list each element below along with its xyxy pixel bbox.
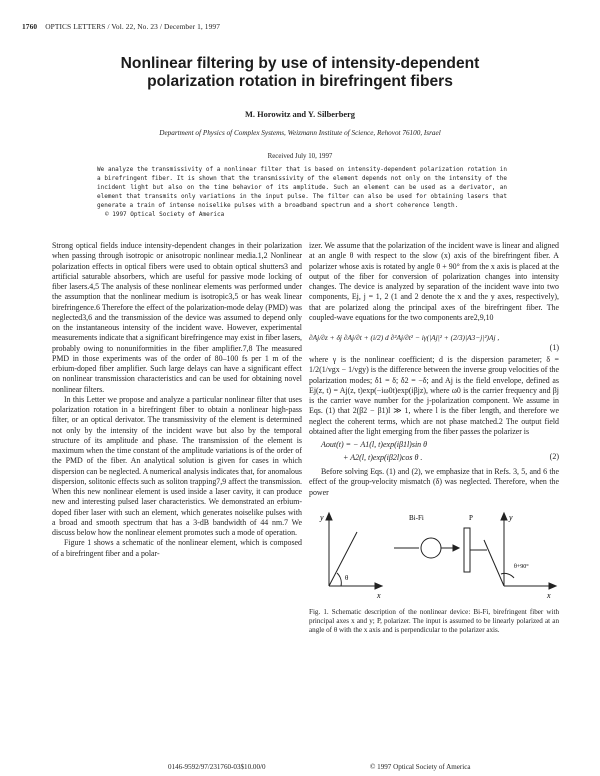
footer-copyright: © 1997 Optical Society of America bbox=[370, 763, 471, 771]
journal-line: OPTICS LETTERS / Vol. 22, No. 23 / December 1, 1997 bbox=[45, 22, 220, 31]
running-head bbox=[22, 22, 220, 31]
output-angle-label: θ+90° bbox=[514, 563, 529, 570]
right-column bbox=[309, 241, 559, 634]
left-paragraph-1: Strong optical fields induce intensity-dependent changes in their polarization when passing through isotropic or anisotropic nonlinear media.1,2 Nonlinear polarization effects in optical fibers were used to obtain optical shutters3 and artificial saturable absorbers, which are useful for passive mode locking of fiber lasers.4,5 The analysis of these nonlinear elements was performed under the assumption that the nonlinear medium is isotropic3,5 or has weak linear birefringence.6 Therefore the effect of the polarization-mode delay (PMD) was neglected3,6 and the transmission of the device was assumed to depend only on the instantaneous intensity of the incident wave. However, experimental measurements indicate that a significant birefringence may exist in fiber lasers, probably owing to nonuniformities in the fiber amplifier.7,8 The measured PMD in those experiments was of the order of 80–100 fs per 1 m of the erbium-doped fiber amplifier. Such large delays can have a significant effect on nonlinear transmission characteristics and can be used for obtaining novel nonlinear filters. bbox=[52, 241, 302, 394]
input-angle-label: θ bbox=[345, 573, 349, 582]
equation-2-line-1: Aout(t) = − A1(l, t)exp(iβ1l)sin θ bbox=[321, 440, 428, 449]
equation-1 bbox=[309, 325, 559, 355]
equation-1-number: (1) bbox=[549, 343, 559, 352]
fiber-label: Bi-Fi bbox=[409, 513, 424, 522]
output-axis-x-label: x bbox=[547, 590, 551, 600]
birefringent-fiber bbox=[394, 538, 459, 558]
article-title bbox=[60, 55, 540, 91]
authors: M. Horowitz and Y. Silberberg bbox=[245, 110, 355, 119]
equation-2-line-2: + A2(l, t)exp(iβ2l)cos θ . bbox=[343, 453, 423, 463]
input-axis-y-label: y bbox=[320, 512, 324, 522]
polarizer bbox=[464, 528, 487, 572]
footer-code: 0146-9592/97/231760-03$10.00/0 bbox=[168, 763, 266, 771]
affiliation: Department of Physics of Complex Systems, Weizmann Institute of Science, Rehovot 76100, Israel bbox=[159, 129, 441, 137]
polarizer-label: P bbox=[469, 513, 473, 522]
figure-1-caption: Fig. 1. Schematic description of the nonlinear device: Bi-Fi, birefringent fiber with principal axes x and y; P, polarizer. The input is assumed to be linearly polarized at an angle of θ with the x axis and is perpendicular to the polarizer axis. bbox=[309, 607, 559, 634]
figure-1 bbox=[309, 498, 559, 608]
left-paragraph-2: In this Letter we propose and analyze a particular nonlinear filter that uses polarization rotation in a birefringent fiber to obtain a nonlinear high-pass filter, or an optical derivator. The transmissivity of the element is determined not only by the intensity of the incident wave but also by the temporal structure of its amplitude and phase. The transmission of the element is maximum when the time constant of the amplitude variations is of the order of the PMD of the fiber. An analytical solution is given for cases in which dispersion can be neglected. A numerical analysis indicates that, for anomalous dispersion, solitonic effects such as soliton trapping7,9 affect the transmission. When this new nonlinear element is used inside a laser cavity, it can produce new and interesting pulsed laser characteristics. We demonstrated an erbium-doped fiber laser with such an element, which generates noiselike pulses with a broad and smooth spectrum that has a 3-dB bandwidth of 44 nm.7 We discuss below how the nonlinear element promotes such a mode of operation. bbox=[52, 394, 302, 537]
title-line-2: polarization rotation in birefringent fibers bbox=[147, 73, 453, 90]
equation-2 bbox=[309, 437, 559, 467]
abstract bbox=[97, 165, 507, 220]
equation-1-body: ∂Aj/∂z + δj ∂Aj/∂t + (i/2) d ∂²Aj/∂t² − iγ(|Aj|² + (2/3)|A3−j|²)Aj , bbox=[309, 333, 500, 342]
page-number: 1760 bbox=[22, 22, 38, 31]
received-date: Received July 10, 1997 bbox=[267, 153, 333, 160]
input-axis-x-label: x bbox=[377, 590, 381, 600]
equation-2-number: (2) bbox=[549, 452, 559, 461]
right-paragraph-1: izer. We assume that the polarization of the incident wave is linear and aligned at an angle θ with respect to the slow (x) axis of the birefringent fiber. A polarizer whose axis is rotated by angle θ + 90° from the x axis is placed at the output of the fiber for conversion of polarization changes into intensity changes. The device is analyzed by separation of the incident wave into two components, Ej, j = 1, 2 (1 and 2 denote the x and the y axes, respectively), that are polarized along the principal axes of the birefringent fiber. The coupled-wave equations for the two components are2,9,10 bbox=[309, 241, 559, 322]
figure-1-diagram bbox=[309, 498, 559, 606]
right-paragraph-2: where γ is the nonlinear coefficient; d is the dispersion parameter; δ = 1/2(1/vgx − 1/vgy) is the difference between the inverse group velocities of the polarization modes; δ1 = δ; δ2 = −δ; and Aj is the field envelope, defined as Ej(z, t) = Aj(z, t)exp(−iω0t)exp(iβjz), where ω0 is the carrier frequency and βj is the carrier wave number for the j-polarization component. We assume in Eqs. (1) that 2(β2 − β1)l ≫ 1, where l is the fiber length, and therefore we neglect the coherent terms, which are not phase matched.2 The output field obtained after the light emerging from the fiber passes the polarizer is bbox=[309, 355, 559, 436]
output-axes bbox=[484, 513, 556, 589]
abstract-text: We analyze the transmissivity of a nonlinear filter that is based on intensity-dependent polarization rotation in a birefringent fiber. It is shown that the transmissivity of the element depends not only on the intensity of the incident light but also on the time behavior of its amplitude. Such an element can be used as a derivator, an element that transmits only variations in the input pulse. The filter can also be used for obtaining lasers that generate a train of intense noiselike pulses with a broadband spectrum and a short coherence length. bbox=[97, 166, 507, 210]
left-column bbox=[52, 241, 302, 559]
input-axes bbox=[326, 513, 382, 589]
left-paragraph-3: Figure 1 shows a schematic of the nonlinear element, which is composed of a birefringent fiber and a polar- bbox=[52, 538, 302, 558]
output-axis-y-label: y bbox=[509, 512, 513, 522]
title-line-1: Nonlinear filtering by use of intensity-dependent bbox=[120, 55, 480, 72]
abstract-copyright: © 1997 Optical Society of America bbox=[105, 211, 225, 219]
right-paragraph-3: Before solving Eqs. (1) and (2), we emphasize that in Refs. 3, 5, and 6 the effect of the group-velocity mismatch (δ) was neglected. Therefore, when the power bbox=[309, 467, 559, 497]
